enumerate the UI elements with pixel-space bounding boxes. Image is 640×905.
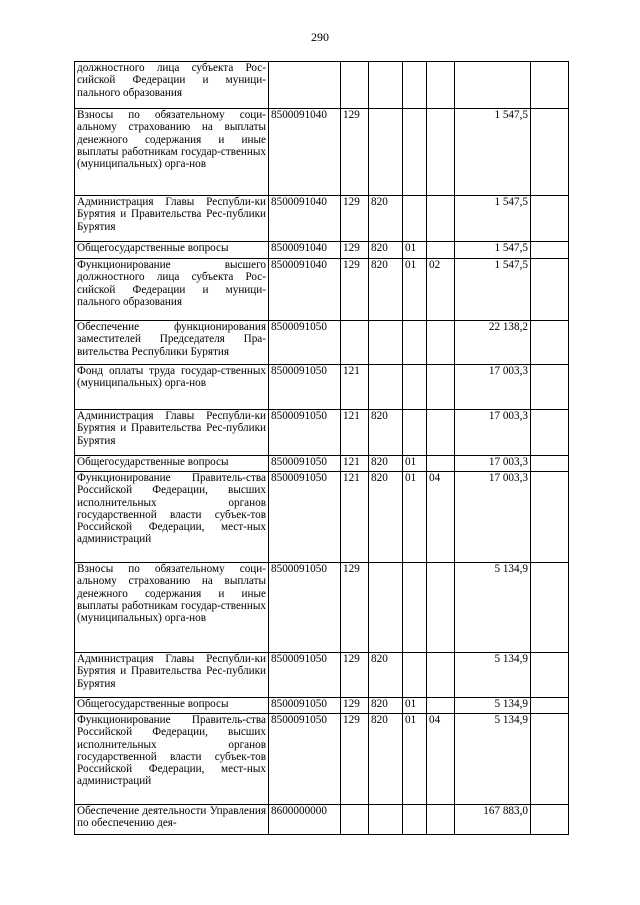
extra-cell [531,242,569,259]
row-name-cell: Администрация Главы Республи-ки Бурятия и Правительства Рес-публики Бурятия [75,653,269,698]
subsection-cell [427,563,455,653]
target-code-cell: 8500091050 [269,321,341,365]
target-code-cell: 8500091040 [269,109,341,196]
subsection-cell [427,698,455,714]
target-code-cell: 8500091040 [269,196,341,242]
extra-cell [531,653,569,698]
table-row [75,62,569,109]
section-cell: 01 [403,456,427,472]
section-cell: 01 [403,472,427,563]
expense-type-cell [341,321,369,365]
target-code-cell: 8500091050 [269,365,341,410]
row-name-cell: Функционирование Правитель-ства Российской Федерации, высших исполнительных органов государственной власти субъек-тов Российской Федерации, мест-ных администраций [75,714,269,805]
subsection-cell [427,653,455,698]
section-cell [403,653,427,698]
row-name-cell: Общегосударственные вопросы [75,698,269,714]
table-row [75,698,569,714]
expense-type-cell [341,62,369,109]
extra-cell [531,805,569,835]
target-code-cell: 8500091050 [269,714,341,805]
section-cell [403,805,427,835]
table-row [75,196,569,242]
section-cell [403,62,427,109]
section-cell [403,563,427,653]
row-name-cell: Функционирование высшего должностного лица субъекта Рос-сийской Федерации и муници-пального образования [75,259,269,321]
expense-type-cell [341,805,369,835]
extra-cell [531,321,569,365]
ministry-code-cell [369,62,403,109]
page-number: 290 [311,30,329,44]
expense-type-cell: 129 [341,653,369,698]
target-code-cell: 8500091050 [269,456,341,472]
amount-cell: 17 003,3 [455,410,531,456]
extra-cell [531,714,569,805]
extra-cell [531,456,569,472]
target-code-cell: 8500091050 [269,563,341,653]
extra-cell [531,196,569,242]
target-code-cell: 8500091050 [269,653,341,698]
extra-cell [531,472,569,563]
extra-cell [531,259,569,321]
table-row [75,714,569,805]
section-cell [403,365,427,410]
ministry-code-cell [369,109,403,196]
section-cell [403,410,427,456]
ministry-code-cell: 820 [369,196,403,242]
amount-cell: 1 547,5 [455,196,531,242]
table-row [75,653,569,698]
table-row [75,365,569,410]
ministry-code-cell [369,321,403,365]
expense-type-cell: 129 [341,714,369,805]
expense-type-cell: 121 [341,410,369,456]
ministry-code-cell: 820 [369,472,403,563]
row-name-cell: Обеспечение функционирования заместителей Председателя Пра-вительства Республики Бурятия [75,321,269,365]
target-code-cell: 8500091050 [269,410,341,456]
subsection-cell: 02 [427,259,455,321]
amount-cell: 17 003,3 [455,456,531,472]
target-code-cell [269,62,341,109]
ministry-code-cell [369,365,403,410]
row-name-cell: Функционирование Правитель-ства Российской Федерации, высших исполнительных органов государственной власти субъек-тов Российской Федерации, мест-ных администраций [75,472,269,563]
ministry-code-cell: 820 [369,242,403,259]
subsection-cell: 04 [427,472,455,563]
ministry-code-cell: 820 [369,714,403,805]
amount-cell: 5 134,9 [455,714,531,805]
expense-type-cell: 129 [341,109,369,196]
target-code-cell: 8500091040 [269,242,341,259]
subsection-cell [427,805,455,835]
extra-cell [531,698,569,714]
target-code-cell: 8600000000 [269,805,341,835]
section-cell: 01 [403,259,427,321]
subsection-cell [427,196,455,242]
section-cell [403,321,427,365]
amount-cell [455,62,531,109]
target-code-cell: 8500091050 [269,698,341,714]
expense-type-cell: 129 [341,242,369,259]
ministry-code-cell: 820 [369,259,403,321]
row-name-cell: Взносы по обязательному соци-альному страхованию на выплаты денежного содержания и иные выплаты работникам государ-ственных (муниципальных) орга-нов [75,109,269,196]
expense-type-cell: 121 [341,472,369,563]
expense-type-cell: 129 [341,259,369,321]
table-row [75,805,569,835]
section-cell [403,109,427,196]
amount-cell: 22 138,2 [455,321,531,365]
row-name-cell: Общегосударственные вопросы [75,456,269,472]
section-cell [403,196,427,242]
expense-type-cell: 121 [341,365,369,410]
amount-cell: 5 134,9 [455,563,531,653]
ministry-code-cell: 820 [369,698,403,714]
subsection-cell [427,62,455,109]
table-row [75,563,569,653]
target-code-cell: 8500091040 [269,259,341,321]
ministry-code-cell [369,805,403,835]
section-cell: 01 [403,698,427,714]
target-code-cell: 8500091050 [269,472,341,563]
amount-cell: 5 134,9 [455,653,531,698]
amount-cell: 1 547,5 [455,109,531,196]
expense-type-cell: 121 [341,456,369,472]
subsection-cell [427,242,455,259]
expense-type-cell: 129 [341,698,369,714]
amount-cell: 167 883,0 [455,805,531,835]
row-name-cell: Общегосударственные вопросы [75,242,269,259]
table-row [75,109,569,196]
subsection-cell [427,456,455,472]
subsection-cell [427,365,455,410]
table-row [75,242,569,259]
amount-cell: 1 547,5 [455,242,531,259]
amount-cell: 1 547,5 [455,259,531,321]
amount-cell: 17 003,3 [455,472,531,563]
amount-cell: 17 003,3 [455,365,531,410]
table-row [75,259,569,321]
row-name-cell: Взносы по обязательному соци-альному страхованию на выплаты денежного содержания и иные выплаты работникам государ-ственных (муниципальных) орга-нов [75,563,269,653]
table-row [75,321,569,365]
budget-table [74,61,569,835]
table-row [75,472,569,563]
row-name-cell: Фонд оплаты труда государ-ственных (муниципальных) орга-нов [75,365,269,410]
ministry-code-cell [369,563,403,653]
row-name-cell: Администрация Главы Республи-ки Бурятия и Правительства Рес-публики Бурятия [75,410,269,456]
table-row [75,410,569,456]
extra-cell [531,62,569,109]
row-name-cell: Администрация Главы Республи-ки Бурятия и Правительства Рес-публики Бурятия [75,196,269,242]
expense-type-cell: 129 [341,196,369,242]
extra-cell [531,410,569,456]
ministry-code-cell: 820 [369,410,403,456]
amount-cell: 5 134,9 [455,698,531,714]
subsection-cell [427,321,455,365]
row-name-cell: должностного лица субъекта Рос-сийской Федерации и муници-пального образования [75,62,269,109]
subsection-cell [427,410,455,456]
expense-type-cell: 129 [341,563,369,653]
extra-cell [531,109,569,196]
subsection-cell: 04 [427,714,455,805]
extra-cell [531,365,569,410]
ministry-code-cell: 820 [369,456,403,472]
section-cell: 01 [403,242,427,259]
ministry-code-cell: 820 [369,653,403,698]
row-name-cell: Обеспечение деятельности Управления по обеспечению дея- [75,805,269,835]
extra-cell [531,563,569,653]
section-cell: 01 [403,714,427,805]
table-row [75,456,569,472]
subsection-cell [427,109,455,196]
